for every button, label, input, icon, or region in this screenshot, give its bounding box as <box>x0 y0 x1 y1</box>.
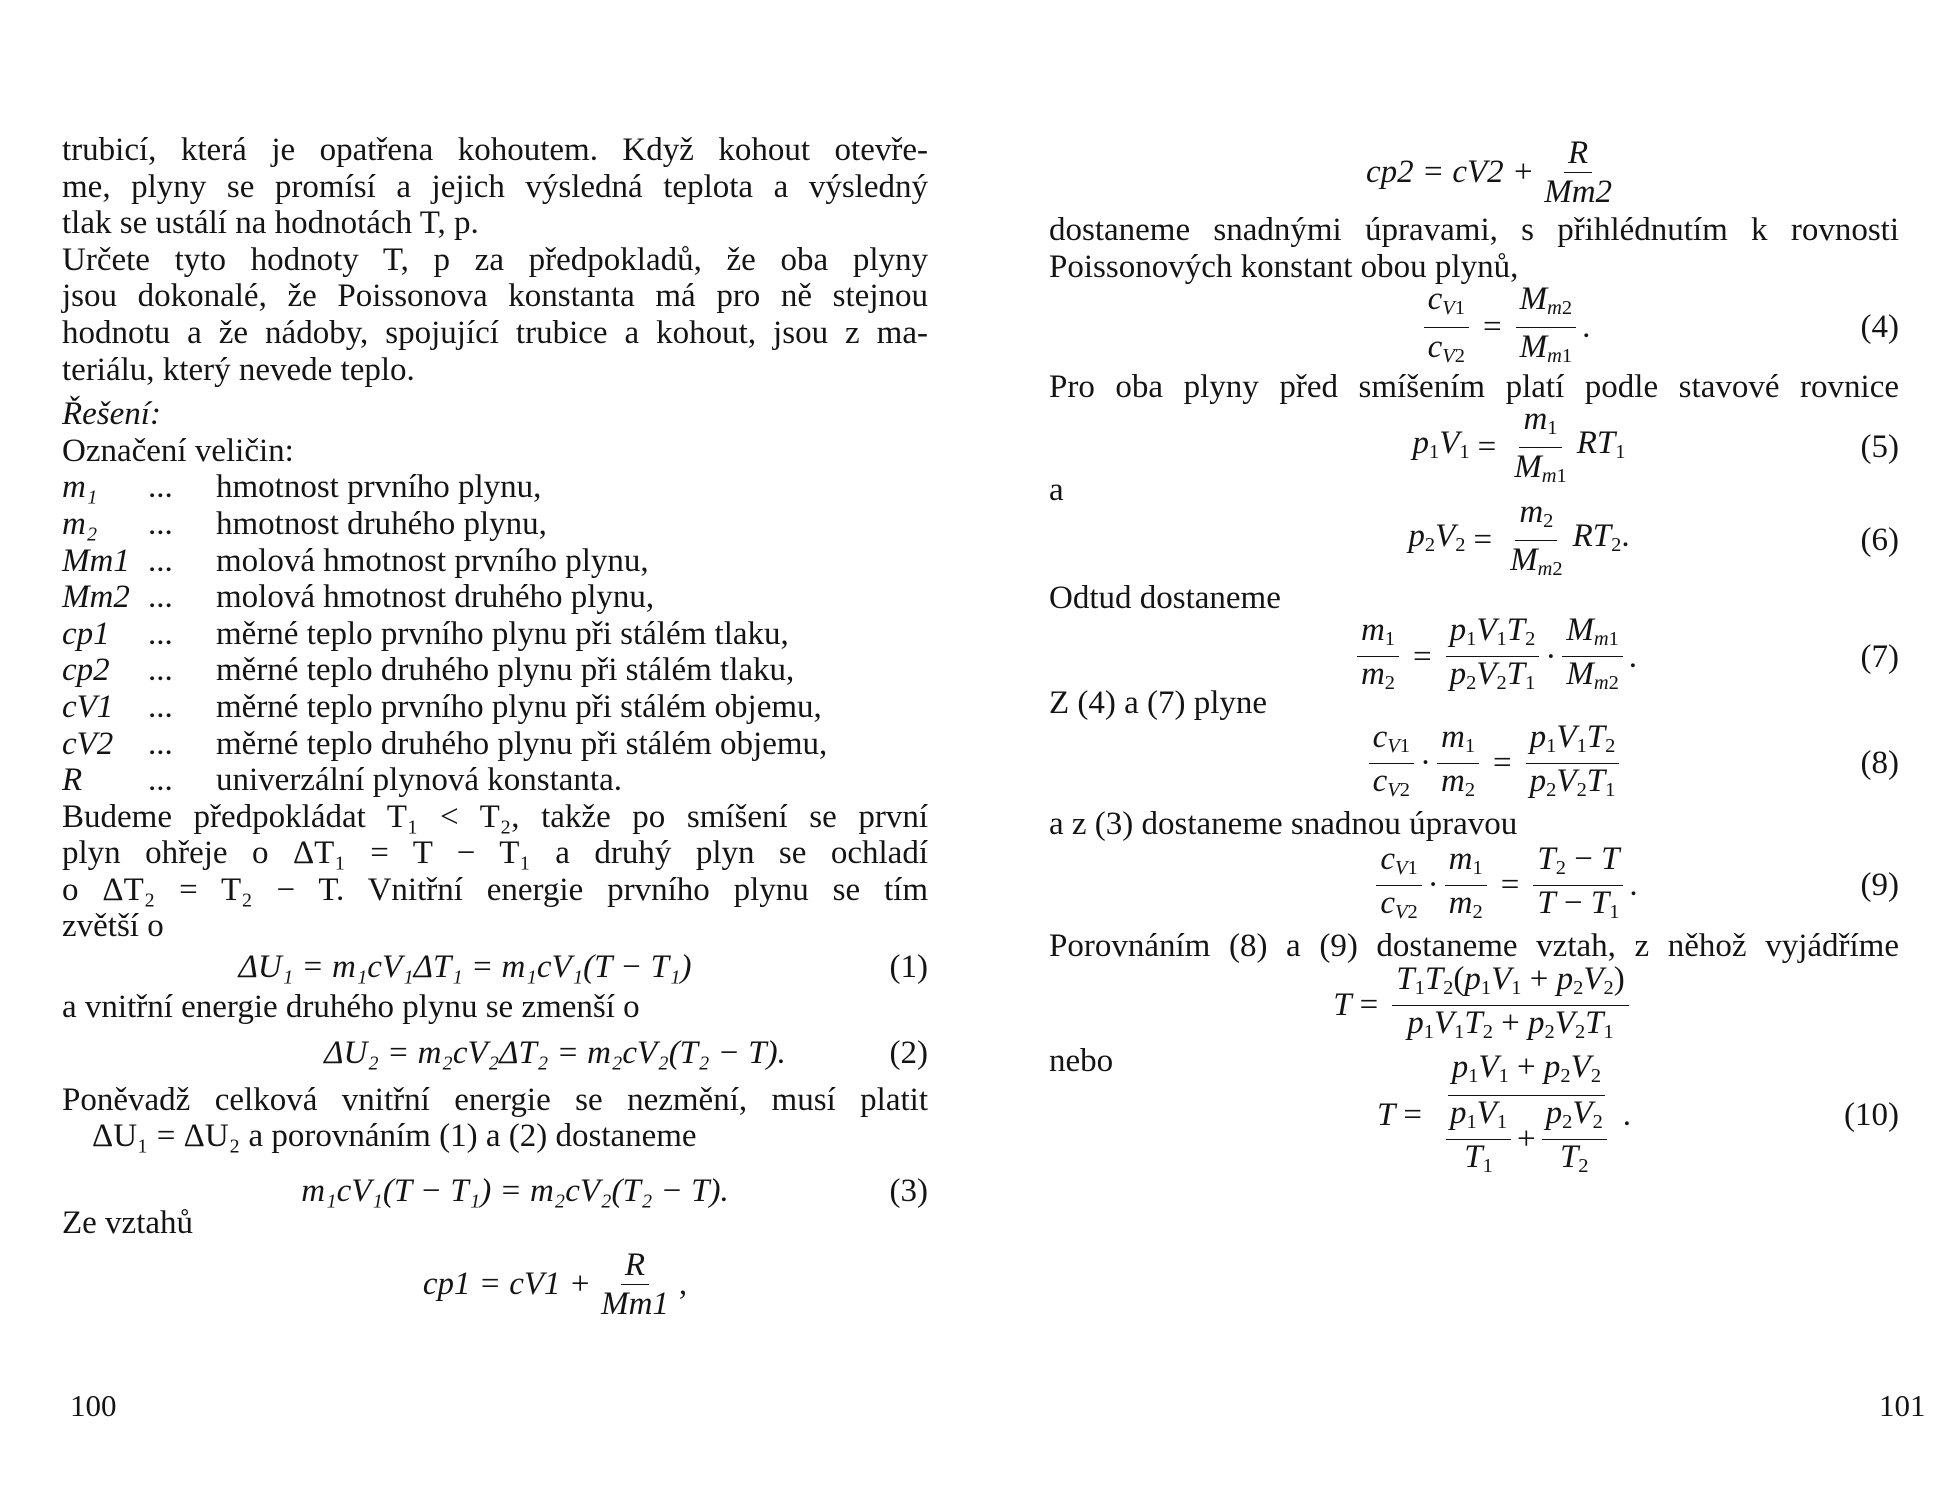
equation-T-lhs: T <box>1333 987 1352 1024</box>
equation-2-body: ΔU₂ = m₂cV₂ΔT₂ = m₂cV₂(T₂ − T). <box>324 1035 786 1072</box>
notation-desc: měrné teplo druhého plynu při stálém objemu, <box>216 725 828 762</box>
equation-4-body <box>1049 282 1899 373</box>
text-line: zvětší o <box>62 908 164 945</box>
text-line: dostaneme snadnými úpravami, s přihlédnutím k rovnosti <box>1049 212 1899 248</box>
fraction-numerator: $m_1$ <box>1445 844 1487 886</box>
fraction-denominator: $m_2$ <box>1448 884 1483 923</box>
equation-10-body <box>1049 1050 1899 1181</box>
text-line: plyn ohřeje o ΔT₁ = T − T₁ a druhý plyn se ochladí <box>62 835 928 872</box>
fraction <box>1510 402 1570 493</box>
notation-desc: univerzální plynová konstanta. <box>216 762 622 799</box>
dot-operator: · <box>1545 638 1557 675</box>
equation-4-number: (4) <box>1860 308 1899 345</box>
notation-symbol: m₁ <box>62 469 98 506</box>
notation-row <box>62 543 928 580</box>
notation-dots: ... <box>148 505 173 542</box>
text-line: Porovnáním (8) a (9) dostaneme vztah, z něhož vyjádříme <box>1049 928 1899 965</box>
fraction-denominator: $cV_2$ <box>1380 884 1418 923</box>
fraction-denominator: Mm2 <box>1544 173 1613 210</box>
equation-T <box>1049 961 1899 1047</box>
equation-cp1-tail: , <box>678 1266 688 1303</box>
notation-desc: molová hmotnost druhého plynu, <box>216 579 655 616</box>
left-column <box>62 132 928 1327</box>
fraction-denominator: $Mm_2$ <box>1510 541 1563 580</box>
notation-desc: molová hmotnost prvního plynu, <box>216 542 649 579</box>
fraction-denominator: $T - T_1$ <box>1537 884 1620 923</box>
equation-9-number: (9) <box>1860 866 1899 903</box>
equation-6-number: (6) <box>1860 522 1899 559</box>
fraction-numerator: $cV_1$ <box>1369 722 1414 764</box>
text-line: tlak se ustálí na hodnotách T, p. <box>62 205 479 242</box>
fraction <box>1506 495 1566 586</box>
fraction-denominator: $p_2V_2T_1$ <box>1449 656 1536 695</box>
equation-8-number: (8) <box>1860 745 1899 782</box>
fraction <box>1562 612 1622 698</box>
notation-row <box>62 579 928 616</box>
fraction <box>1369 718 1414 805</box>
text-line: Pro oba plyny před smíšením platí podle stavové rovnice <box>1049 369 1899 406</box>
period: . <box>1629 866 1638 903</box>
notation-symbol: R <box>62 762 83 799</box>
equation-3 <box>62 1163 928 1219</box>
equation-5-rhs: $RT_1$ <box>1576 424 1626 464</box>
text-line: trubicí, která je opatřena kohoutem. Když kohout otevře- <box>62 132 928 168</box>
fraction-denominator: $Mm_2$ <box>1566 656 1619 695</box>
notation-row <box>62 469 928 506</box>
notation-symbol: Mm1 <box>62 542 130 579</box>
equation-cp2-lhs: cp2 = cV2 + <box>1365 153 1535 190</box>
fraction <box>1392 961 1629 1047</box>
text-line: hodnotu a že nádoby, spojující trubice a kohout, jsou z ma- <box>62 314 928 351</box>
equation-9 <box>1049 842 1899 928</box>
equation-4 <box>1049 280 1899 369</box>
equation-5-lhs: $p_1V_1$ <box>1412 424 1470 464</box>
equation-6 <box>1049 493 1899 580</box>
notation-row <box>62 652 928 689</box>
page-right <box>979 0 1958 1501</box>
plus-sign: + <box>1517 1121 1536 1158</box>
equation-10 <box>1049 1048 1899 1178</box>
dot-operator: · <box>1427 866 1439 903</box>
notation-row <box>62 506 928 543</box>
notation-dots: ... <box>148 615 173 652</box>
dot-operator: · <box>1419 745 1431 782</box>
equation-1-number: (1) <box>889 948 928 985</box>
notation-symbol: cp2 <box>62 652 110 689</box>
notation-dots: ... <box>148 688 173 725</box>
notation-symbol: Mm2 <box>62 579 130 616</box>
equation-cp2-body <box>1049 136 1899 209</box>
equation-8 <box>1049 718 1899 806</box>
text-line: me, plyny se promísí a jejich výsledná teplota a výsledný <box>62 168 928 205</box>
fraction-numerator: $p_1V_1T_2$ <box>1526 722 1620 764</box>
notation-dots: ... <box>148 762 173 799</box>
equation-cp1-lhs: cp1 = cV1 + <box>422 1266 592 1303</box>
fraction <box>1542 1094 1607 1181</box>
equation-10-lhs: T <box>1376 1097 1396 1134</box>
text-line: Poissonových konstant obou plynů, <box>1049 248 1519 285</box>
fraction-denominator: $Mm_1$ <box>1519 328 1573 367</box>
fraction-numerator: $cV_1$ <box>1424 282 1469 328</box>
notation-dots: ... <box>148 652 173 689</box>
equation-cp1-body <box>62 1248 928 1321</box>
text-line: Poněvadž celková vnitřní energie se nezmění, musí platit <box>62 1081 928 1118</box>
fraction-numerator: $m_1$ <box>1519 402 1561 448</box>
text-line: ΔU₁ = ΔU₂ a porovnáním (1) a (2) dostaneme <box>92 1118 697 1155</box>
equals-sign: = <box>1403 1097 1422 1134</box>
equation-9-body <box>1049 840 1899 927</box>
fraction-numerator: $T_2 - T$ <box>1533 844 1623 886</box>
notation-row <box>62 726 928 763</box>
notation-row <box>62 762 928 799</box>
fraction <box>597 1248 673 1321</box>
equation-6-body <box>1049 495 1899 586</box>
fraction-denominator: $cV_2$ <box>1372 763 1410 802</box>
text-line: Budeme předpokládat T₁ < T₂, takže po smíšení se první <box>62 798 928 835</box>
fraction <box>1424 282 1469 373</box>
fraction <box>1516 282 1576 373</box>
equation-6-lhs: $p_2V_2$ <box>1408 517 1466 556</box>
text-line: Odtud dostaneme <box>1049 580 1281 617</box>
notation-heading: Označení veličin: <box>62 432 294 469</box>
notation-symbol: m₂ <box>62 505 98 542</box>
fraction-denominator: $m_2$ <box>1360 656 1395 695</box>
fraction-denominator: $p_1V_1T_2 + p_2V_2T_1$ <box>1407 1005 1614 1044</box>
equation-cp2 <box>1049 132 1899 212</box>
equals-sign: = <box>1500 866 1520 903</box>
equation-5-number: (5) <box>1860 429 1899 466</box>
notation-desc: měrné teplo prvního plynu při stálém objemu, <box>216 688 822 725</box>
fraction-numerator: R <box>1564 136 1592 173</box>
fraction-numerator: $Mm_1$ <box>1562 615 1622 657</box>
equals-sign: = <box>1473 522 1493 559</box>
equation-1 <box>62 945 928 989</box>
fraction-denominator: $cV_2$ <box>1427 328 1465 367</box>
text-line: a z (3) dostaneme snadnou úpravou <box>1049 805 1518 842</box>
notation-symbol: cV2 <box>62 725 114 762</box>
fraction-numerator: $p_2V_2$ <box>1542 1098 1607 1140</box>
notation-symbol: cV1 <box>62 688 114 725</box>
text-line: Z (4) a (7) plyne <box>1049 684 1268 721</box>
fraction-numerator: $m_1$ <box>1357 615 1399 657</box>
fraction-numerator: $p_1V_1T_2$ <box>1446 615 1540 657</box>
solution-heading: Řešení: <box>62 396 161 433</box>
page-number-right: 101 <box>1879 1388 1926 1423</box>
fraction <box>1533 840 1623 927</box>
equation-10-number: (10) <box>1844 1097 1899 1134</box>
fraction <box>1446 612 1540 698</box>
fraction-denominator: $T_2$ <box>1559 1138 1589 1178</box>
text-line: a <box>1049 471 1064 508</box>
page-number-left: 100 <box>70 1388 117 1423</box>
equation-2 <box>62 1026 928 1082</box>
period: . <box>1582 308 1591 345</box>
right-column <box>1049 134 1899 1178</box>
fraction-numerator: $m_2$ <box>1515 495 1557 541</box>
period: . <box>1628 638 1638 675</box>
fraction-denominator: $Mm_1$ <box>1514 449 1567 488</box>
text-line: Ze vztahů <box>62 1204 194 1241</box>
equation-7-body <box>1049 612 1899 698</box>
fraction-denominator <box>1436 1096 1617 1181</box>
notation-dots: ... <box>148 469 173 506</box>
notation-dots: ... <box>148 579 173 616</box>
fraction <box>1437 718 1479 805</box>
text-line: teriálu, který nevede teplo. <box>62 351 415 388</box>
notation-row <box>62 689 928 726</box>
notation-desc: hmotnost prvního plynu, <box>216 469 542 506</box>
fraction <box>1540 136 1616 209</box>
equation-6-rhs: $RT_2$. <box>1572 517 1630 556</box>
equation-3-body: m₁cV₁(T − T₁) = m₂cV₂(T₂ − T). <box>301 1172 729 1209</box>
fraction-numerator: $p_1V_1 + p_2V_2$ <box>1448 1050 1605 1096</box>
fraction-denominator: $T_1$ <box>1464 1138 1493 1178</box>
equation-1-body: ΔU₁ = m₁cV₁ΔT₁ = m₁cV₁(T − T₁) <box>238 948 692 985</box>
fraction-numerator: $m_1$ <box>1437 722 1479 764</box>
equals-sign: = <box>1483 308 1502 345</box>
fraction <box>1446 1094 1511 1181</box>
fraction <box>1376 840 1421 927</box>
equation-7 <box>1049 612 1899 697</box>
equation-5-body <box>1049 402 1899 493</box>
text-line: Určete tyto hodnoty T, p za předpokladů, že oba plyny <box>62 241 928 278</box>
equation-7-number: (7) <box>1860 638 1899 675</box>
notation-desc: hmotnost druhého plynu, <box>216 505 547 542</box>
notation-desc: měrné teplo druhého plynu při stálém tlaku, <box>216 652 795 689</box>
fraction-numerator: R <box>621 1248 649 1285</box>
fraction-numerator: $cV_1$ <box>1376 844 1421 886</box>
text-line: nebo <box>1049 1042 1114 1079</box>
notation-row <box>62 616 928 653</box>
equals-sign: = <box>1493 745 1512 782</box>
fraction-denominator: $p_2V_2T_1$ <box>1529 763 1616 802</box>
text-line: a vnitřní energie druhého plynu se zmenší o <box>62 989 640 1026</box>
text-line: jsou dokonalé, že Poissonova konstanta má pro ně stejnou <box>62 278 928 315</box>
equals-sign: = <box>1359 987 1379 1024</box>
fraction-denominator: $m_2$ <box>1440 763 1476 802</box>
equals-sign: = <box>1477 429 1497 466</box>
notation-symbol: cp1 <box>62 615 110 652</box>
fraction-numerator: $p_1V_1$ <box>1446 1098 1511 1140</box>
fraction-denominator: Mm1 <box>601 1285 669 1322</box>
equation-cp1 <box>62 1241 928 1327</box>
equation-T-body <box>1049 961 1899 1047</box>
text-line: o ΔT₂ = T₂ − T. Vnitřní energie prvního plynu se tím <box>62 871 928 908</box>
notation-dots: ... <box>148 725 173 762</box>
equals-sign: = <box>1413 638 1432 675</box>
equation-3-number: (3) <box>889 1172 928 1209</box>
fraction-numerator: $T_1T_2(p_1V_1 + p_2V_2)$ <box>1392 964 1629 1006</box>
fraction <box>1445 840 1487 927</box>
period: . <box>1622 1097 1632 1134</box>
fraction <box>1357 612 1399 698</box>
equation-5 <box>1049 401 1899 490</box>
notation-dots: ... <box>148 542 173 579</box>
fraction <box>1526 718 1620 805</box>
equation-8-body <box>1049 718 1899 805</box>
fraction <box>1436 1050 1617 1181</box>
fraction-numerator: $Mm_2$ <box>1516 282 1576 328</box>
equation-2-number: (2) <box>889 1035 928 1072</box>
notation-desc: měrné teplo prvního plynu při stálém tlaku, <box>216 615 789 652</box>
